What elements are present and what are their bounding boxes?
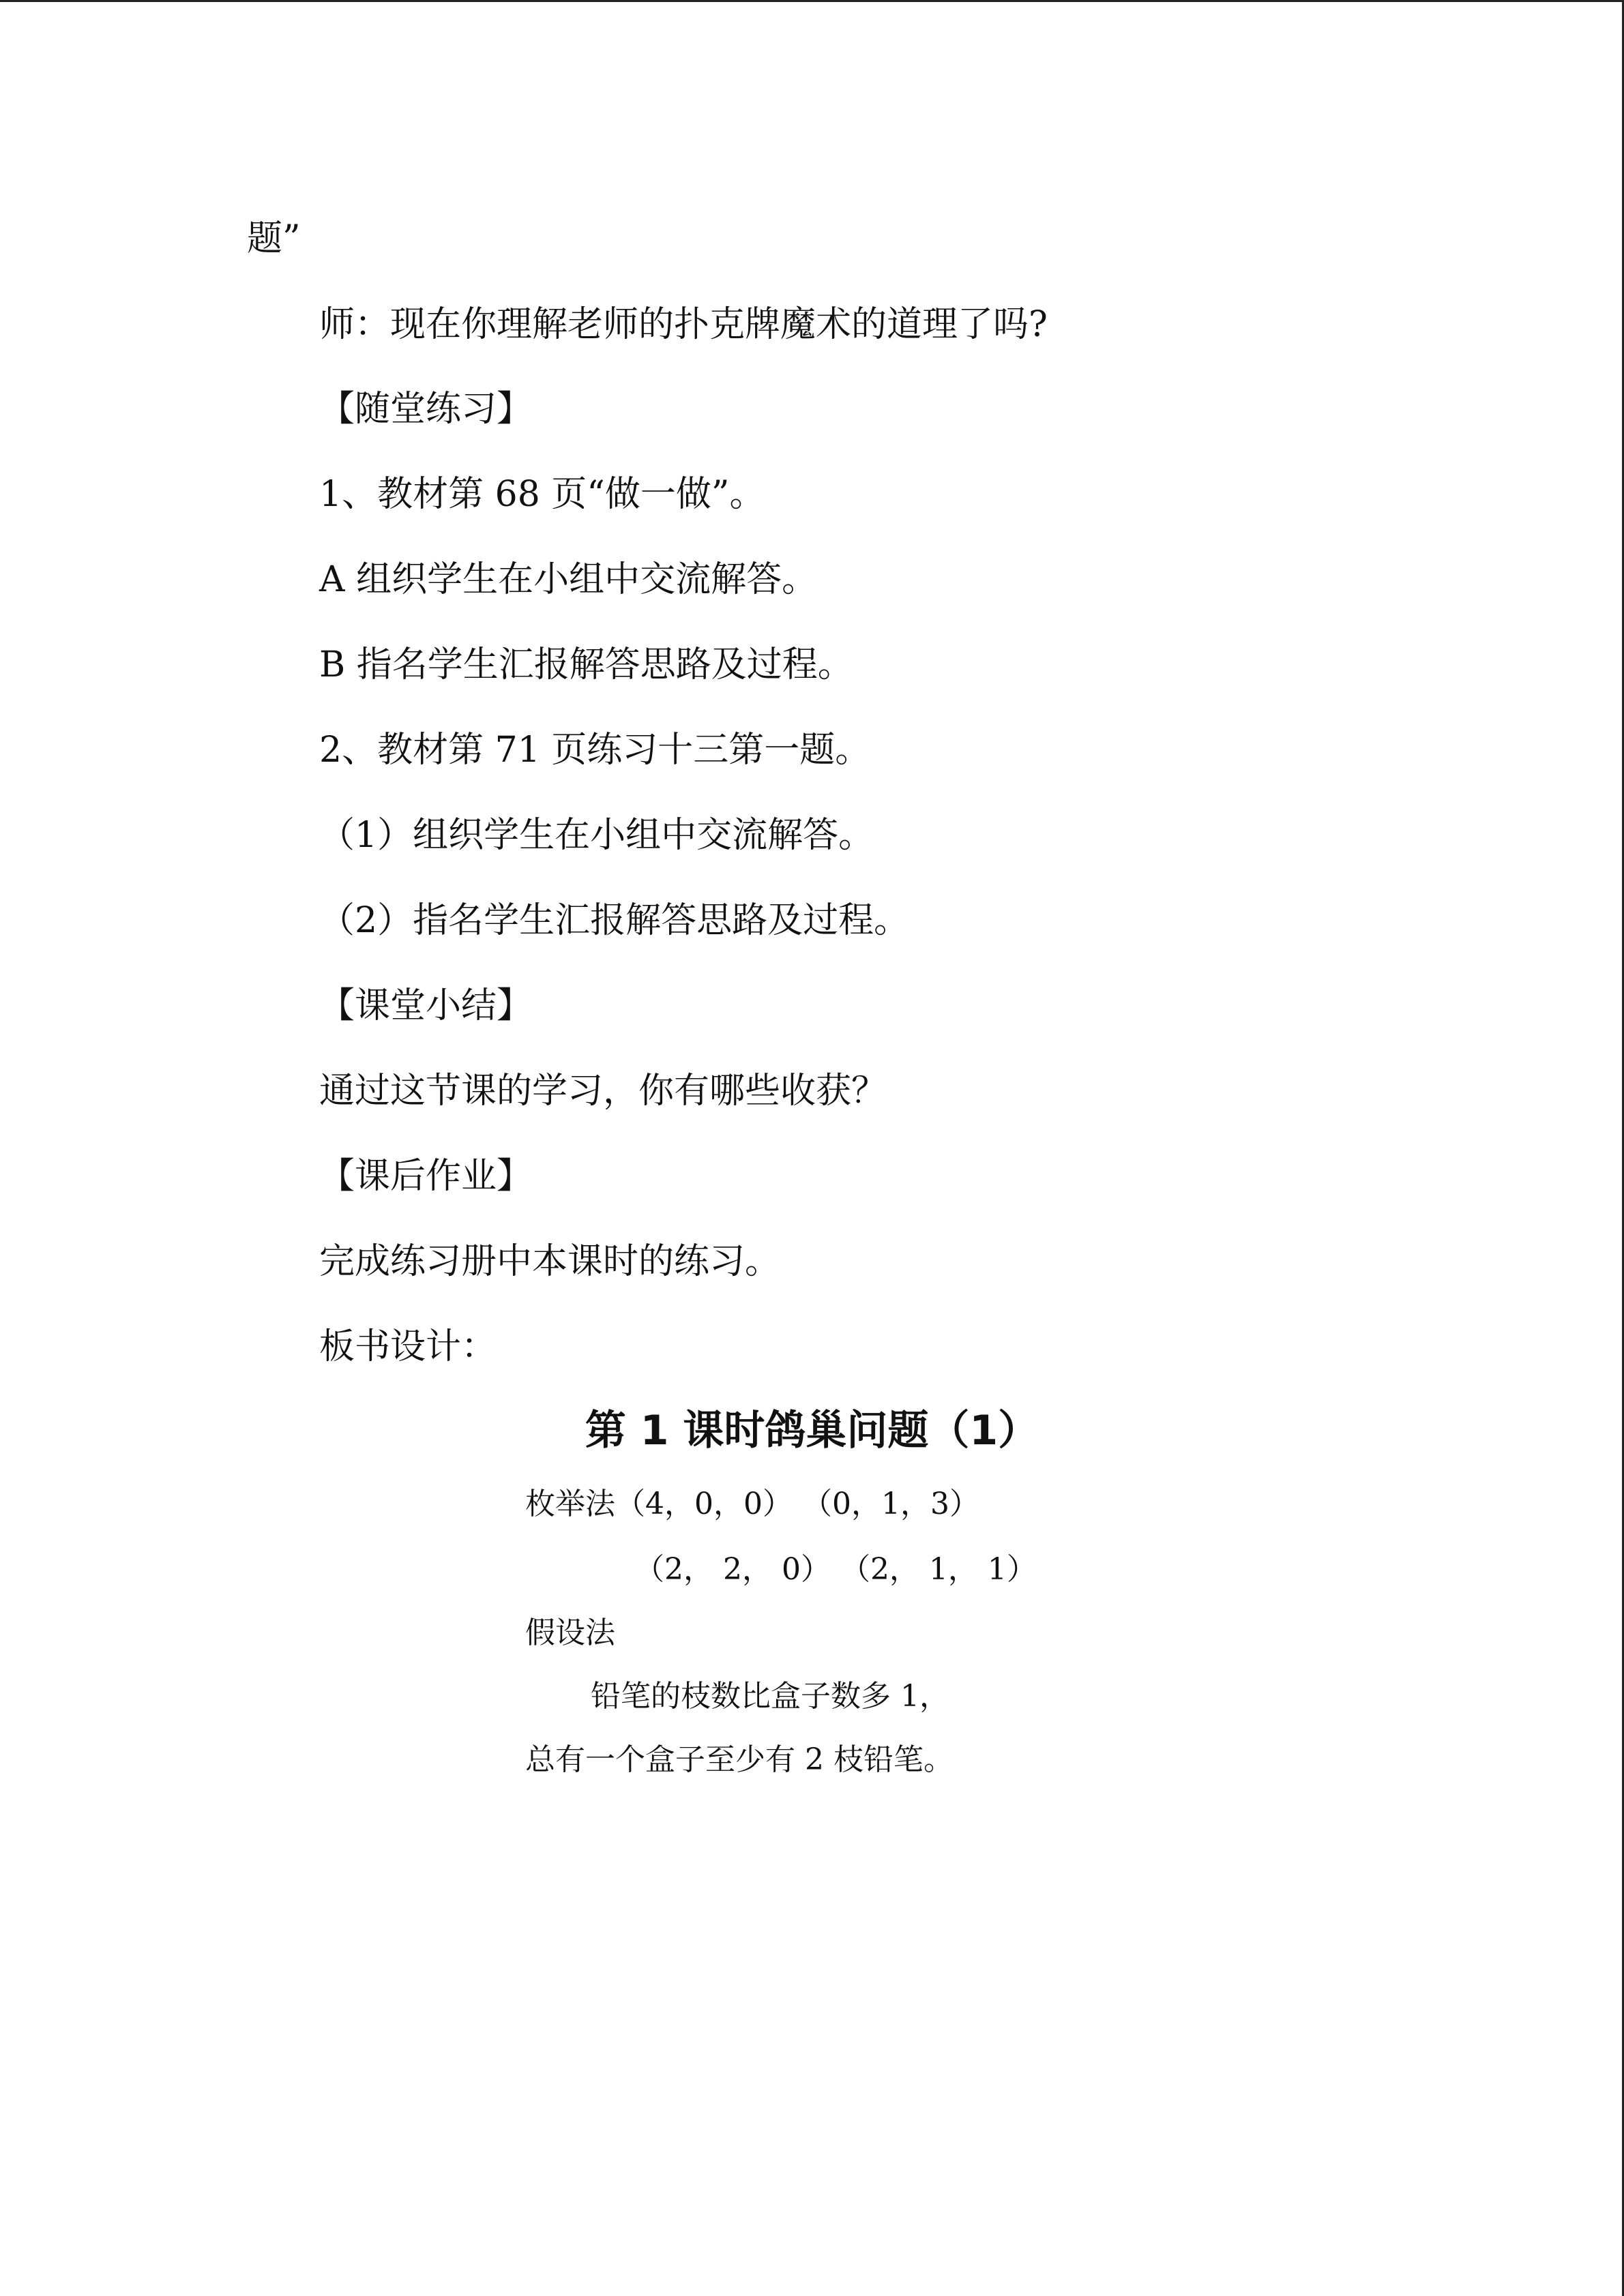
practice-item-1b: B 指名学生汇报解答思路及过程。	[319, 644, 853, 685]
page-top-edge	[0, 0, 1624, 2]
continued-text: 题”	[247, 218, 301, 259]
assume-method-label: 假设法	[525, 1615, 615, 1650]
practice-item-2-2: （2）指名学生汇报解答思路及过程。	[319, 900, 910, 941]
section-heading-homework: 【课后作业】	[319, 1156, 533, 1197]
homework-text: 完成练习册中本课时的练习。	[319, 1241, 781, 1282]
summary-question: 通过这节课的学习，你有哪些收获？	[319, 1071, 887, 1112]
teacher-question: 师：现在你理解老师的扑克牌魔术的道理了吗?	[319, 304, 1048, 345]
enum-method-row2: （2， 2， 0） （2， 1， 1）	[634, 1552, 1037, 1587]
practice-item-2-1: （1）组织学生在小组中交流解答。	[319, 815, 874, 856]
board-title: 第 1 课时鸽巢问题（1）	[585, 1407, 1039, 1455]
practice-item-1: 1、教材第 68 页“做一做”。	[319, 474, 765, 515]
practice-item-1a: A 组织学生在小组中交流解答。	[319, 559, 818, 600]
section-heading-summary: 【课堂小结】	[319, 985, 533, 1026]
assume-line-2: 总有一个盒子至少有 2 枝铅笔。	[525, 1742, 954, 1777]
practice-item-2: 2、教材第 71 页练习十三第一题。	[319, 730, 871, 771]
assume-line-1: 铅笔的枝数比盒子数多 1，	[591, 1679, 949, 1714]
section-heading-practice: 【随堂练习】	[319, 389, 533, 430]
enum-method-line: 枚举法（4，0，0） （0，1，3）	[525, 1487, 979, 1521]
board-design-label: 板书设计：	[319, 1326, 497, 1367]
